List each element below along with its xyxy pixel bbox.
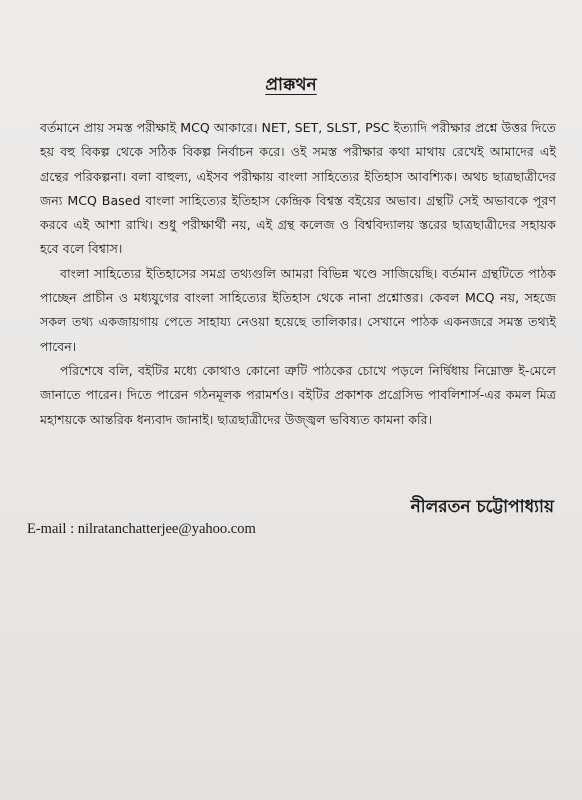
page-heading: প্রাক্কথন [265,75,317,95]
author-email: E-mail : nilratanchatterjee@yahoo.com [27,521,256,537]
preface-body [40,116,556,432]
author-signature: নীলরতন চট্টোপাধ্যায় [410,497,554,517]
paragraph-3: পরিশেষে বলি, বইটির মধ্যে কোথাও কোনো ত্রুটি পাঠকের চোখে পড়লে নির্দ্বিধায় নিম্নোক্ত ই-মেলে জানাতে পারেন। দিতে পারেন গঠনমূলক পরামর্শও। বইটির প্রকাশক প্রগ্রেসিভ পাবলিশার্স-এর কমল মিত্র মহাশয়কে আন্তরিক ধন্যবাদ জানাই। ছাত্রছাত্রীদের উজ্জ্বল ভবিষ্যত কামনা করি। [40,362,556,427]
paragraph-1: বর্তমানে প্রায় সমস্ত পরীক্ষাই MCQ আকারে। NET, SET, SLST, PSC ইত্যাদি পরীক্ষার প্রশ্নে উত্তর দিতে হয় বহু বিকল্প থেকে সঠিক বিকল্প নির্বাচন করে। ওই সমস্ত পরীক্ষার কথা মাথায় রেখেই আমাদের এই গ্রন্থের পরিকল্পনা। বলা বাহুল্য, এইসব পরীক্ষায় বাংলা সাহিত্যের ইতিহাস আবশ্যিক। অথচ ছাত্রছাত্রীদের জন্য MCQ Based বাংলা সাহিত্যের ইতিহাস কেন্দ্রিক বিশ্বস্ত বইয়ের অভাব। গ্রন্থটি সেই অভাবকে পূরণ করবে এই আশা রাখি। শুধু পরীক্ষার্থী নয়, এই গ্রন্থ কলেজ ও বিশ্ববিদ্যালয় স্তরের ছাত্রছাত্রীদের সহায়ক হবে বলে বিশ্বাস। [40,120,556,257]
paragraph-2: বাংলা সাহিত্যের ইতিহাসের সমগ্র তথ্যগুলি আমরা বিভিন্ন খণ্ডে সাজিয়েছি। বর্তমান গ্রন্থটিতে পাঠক পাচ্ছেন প্রাচীন ও মধ্যযুগের বাংলা সাহিত্যের ইতিহাস থেকে নানা প্রশ্নোত্তর। কেবল MCQ নয়, সহজে সকল তথ্য একজায়গায় পেতে সাহায্য নেওয়া হয়েছে তালিকার। সেখানে পাঠক একনজরে সমস্ত তথ্যই পাবেন। [40,265,556,354]
